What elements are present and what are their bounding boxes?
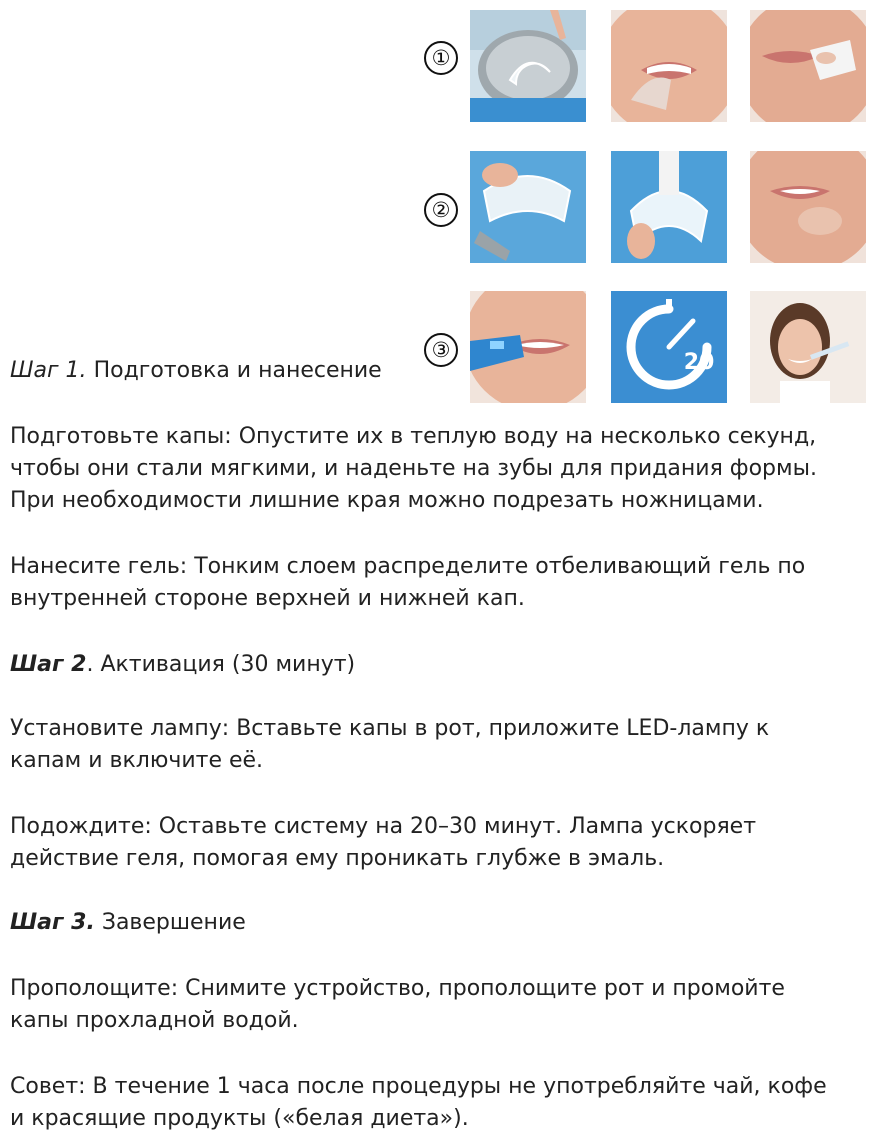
step-1-p1-line1: Подготовьте капы: Опустите их в теплую воду на несколько секунд,	[10, 424, 817, 449]
photo-tray-insert	[750, 151, 866, 263]
photo-tray-on-teeth	[611, 10, 727, 122]
photo-timer	[611, 291, 727, 403]
step-1-p1-line3: При необходимости лишние края можно подрезать ножницами.	[10, 488, 764, 513]
step-3-p1-line1: Прополощите: Снимите устройство, прополощите рот и промойте	[10, 976, 785, 1001]
step-1-title: Подготовка и нанесение	[93, 358, 382, 383]
step-2-p2-line1: Подождите: Оставьте систему на 20–30 минут. Лампа ускоряет	[10, 814, 757, 839]
step-2-heading	[10, 649, 355, 681]
step-1-p2-line2: внутренней стороне верхней и нижней кап.	[10, 586, 525, 611]
photo-tray-cut-scissors	[470, 151, 586, 263]
step-3-p2-line1: Совет: В течение 1 часа после процедуры не употребляйте чай, кофе	[10, 1074, 827, 1099]
step-1-heading	[10, 355, 386, 387]
step-1-p1-line2: чтобы они стали мягкими, и наденьте на зубы для придания формы.	[10, 456, 817, 481]
photo-gel-on-tray	[611, 151, 727, 263]
step-3-heading	[10, 907, 246, 939]
photo-smiling-brushing	[750, 291, 866, 403]
step-2-title: . Активация (30 минут)	[86, 652, 356, 677]
step-1-label: Шаг 1.	[10, 358, 87, 383]
step-2-p1-line2: капам и включите её.	[10, 748, 264, 773]
step-3-p1-line2: капы прохладной водой.	[10, 1008, 299, 1033]
step-3-label: Шаг 3.	[10, 910, 95, 935]
step-1-p2-line1: Нанесите гель: Тонким слоем распределите отбеливающий гель по	[10, 554, 806, 579]
step-2-p1-line1: Установите лампу: Вставьте капы в рот, приложите LED-лампу к	[10, 716, 770, 741]
photo-lip-tray	[750, 10, 866, 122]
step-2-label: Шаг 2	[10, 652, 87, 677]
step-3-p2-line2: и красящие продукты («белая диета»).	[10, 1106, 469, 1131]
step-2-p2-line2: действие геля, помогая ему проникать глубже в эмаль.	[10, 846, 665, 871]
step-marker-3: ③	[424, 333, 458, 367]
step-marker-1: ①	[424, 41, 458, 75]
timer-label: 20	[683, 350, 715, 375]
step-marker-2: ②	[424, 193, 458, 227]
photo-led-lamp-mouth	[470, 291, 586, 403]
photo-tray-in-pot	[470, 10, 586, 122]
step-3-title: Завершение	[94, 910, 246, 935]
